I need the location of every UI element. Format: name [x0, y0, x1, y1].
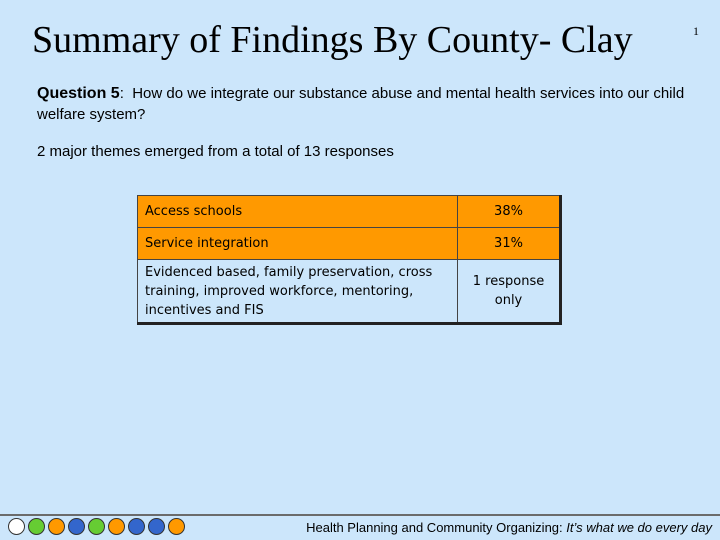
footer-tagline: It’s what we do every day	[566, 520, 712, 535]
circle-icon	[48, 518, 65, 535]
circle-icon	[8, 518, 25, 535]
table-row	[138, 260, 561, 324]
theme-cell: Access schools	[138, 196, 458, 228]
question-block	[37, 83, 697, 125]
circle-icon	[168, 518, 185, 535]
table-row	[138, 196, 561, 228]
circle-icon	[88, 518, 105, 535]
summary-text: 2 major themes emerged from a total of 13 responses	[37, 143, 394, 160]
question-colon: :	[119, 85, 124, 102]
page-title: Summary of Findings By County- Clay	[32, 19, 633, 61]
circle-icon	[68, 518, 85, 535]
footer-dots	[8, 518, 185, 538]
findings-table	[137, 195, 562, 325]
circle-icon	[28, 518, 45, 535]
footer-text	[306, 519, 712, 537]
footer-divider	[0, 514, 720, 516]
value-cell: 31%	[458, 228, 561, 260]
circle-icon	[128, 518, 145, 535]
value-cell: 38%	[458, 196, 561, 228]
circle-icon	[148, 518, 165, 535]
theme-cell: Evidenced based, family preservation, cross training, improved workforce, mentoring, incentives and FIS	[138, 260, 458, 324]
circle-icon	[108, 518, 125, 535]
value-cell: 1 response only	[458, 260, 561, 324]
question-label: Question 5	[37, 85, 120, 102]
theme-cell: Service integration	[138, 228, 458, 260]
table-row	[138, 228, 561, 260]
page-number: 1	[693, 24, 699, 38]
footer-org-text: Health Planning and Community Organizing:	[306, 520, 563, 535]
question-text: How do we integrate our substance abuse and mental health services into our child welfare system?	[37, 85, 685, 123]
